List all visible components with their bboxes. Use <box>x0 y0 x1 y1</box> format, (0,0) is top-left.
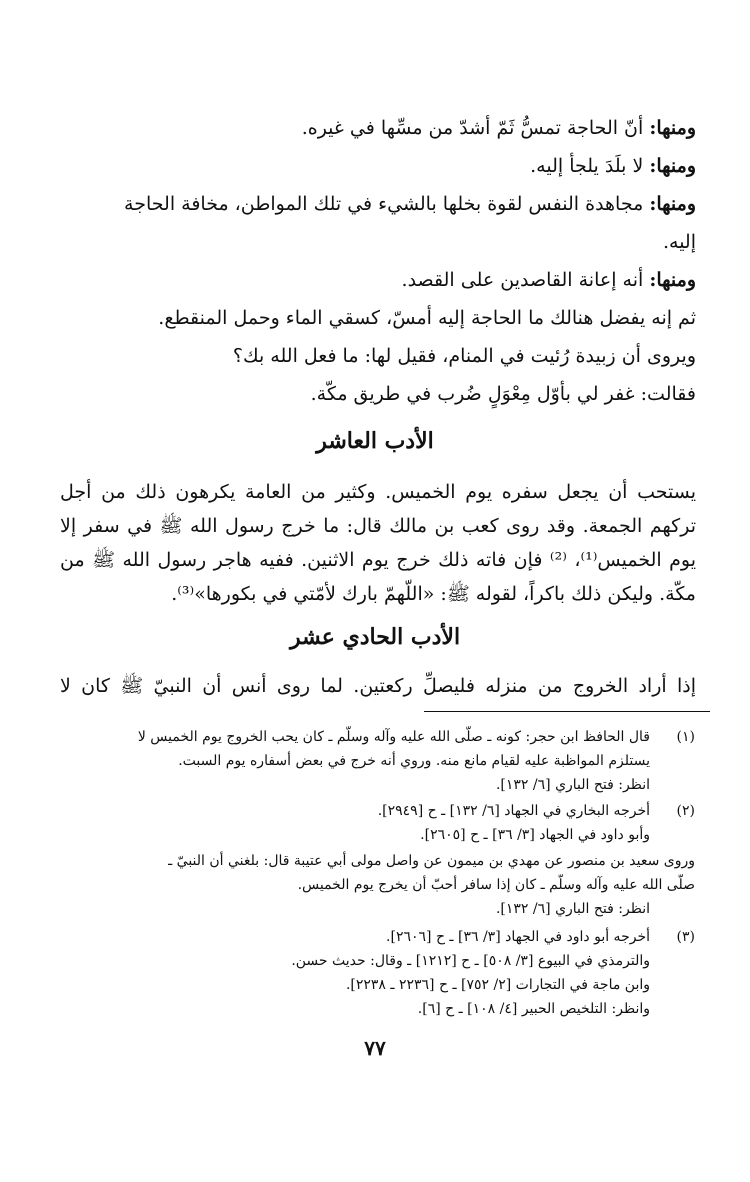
paragraph-line: مكّة. وليكن ذلك باكراً، لقوله ﷺ: «اللّهمّ بارك لأمّتي في بكورها»⁽³⁾. <box>171 583 696 605</box>
paragraph-line: يوم الخميس⁽¹⁾، ⁽²⁾ فإن فاته ذلك خرج يوم الاثنين. ففيه هاجر رسول الله ﷺ من <box>60 549 696 571</box>
paragraph-line: فقالت: غفر لي بأوّل مِعْوَلٍ ضُرب في طريق مكّة. <box>310 383 696 405</box>
paragraph-label: ومنها: <box>649 269 696 291</box>
footnote-number: (٢) <box>676 803 695 819</box>
footnote-line: انظر: فتح الباري [٦/ ١٣٢]. <box>495 901 650 917</box>
footnote-line: وروى سعيد بن منصور عن مهدي بن ميمون عن واصل مولى أبي عتيبة قال: بلغني أن النبيّ ـ <box>168 853 695 869</box>
paragraph-text: أنّ الحاجة تمسُّ ثَمّ أشدّ من مسِّها في غيره. <box>301 117 644 139</box>
footnote-line: صلّى الله عليه وآله وسلّم ـ كان إذا سافر أحبّ أن يخرج يوم الخميس. <box>297 877 695 893</box>
paragraph-label: ومنها: <box>649 117 696 139</box>
paragraph-line: إذا أراد الخروج من منزله فليصلِّ ركعتين. لما روى أنس أن النبيّ ﷺ كان لا <box>60 675 696 697</box>
paragraph-text: إليه. <box>662 231 696 253</box>
footnote-line: أخرجه أبو داود في الجهاد [٣/ ٣٦] ـ ح [٢٦٠٦]. <box>386 929 650 945</box>
paragraph-line: يستحب أن يجعل سفره يوم الخميس. وكثير من العامة يكرهون ذلك من أجل <box>60 481 696 503</box>
paragraph-text: مجاهدة النفس لقوة بخلها بالشيء في تلك المواطن، مخافة الحاجة <box>124 193 644 215</box>
paragraph-line: ويروى أن زبيدة رُئيت في المنام، فقيل لها: ما فعل الله بك؟ <box>232 345 696 367</box>
paragraph-line <box>60 112 696 144</box>
paragraph-line <box>60 226 696 258</box>
section-heading: الأدب العاشر <box>316 428 434 454</box>
footnote-line: انظر: فتح الباري [٦/ ١٣٢]. <box>495 777 650 793</box>
footnote-line: وأبو داود في الجهاد [٣/ ٣٦] ـ ح [٢٦٠٥]. <box>420 827 650 843</box>
paragraph-text: أنه إعانة القاصدين على القصد. <box>401 269 644 291</box>
section-heading: الأدب الحادي عشر <box>289 624 461 650</box>
footnote-line: والترمذي في البيوع [٣/ ٥٠٨] ـ ح [١٢١٢] ـ وقال: حديث حسن. <box>291 953 650 969</box>
paragraph-label: ومنها: <box>649 193 696 215</box>
footnote-number: (١) <box>676 729 695 745</box>
paragraph-text: لا بلَدَ يلجأ إليه. <box>530 155 644 177</box>
paragraph-line: ثم إنه يفضل هنالك ما الحاجة إليه أمسّ، كسقي الماء وحمل المنقطع. <box>158 307 696 329</box>
footnote-line: وانظر: التلخيص الحبير [٤/ ١٠٨] ـ ح [٦]. <box>417 1001 650 1017</box>
footnote-line: وابن ماجة في التجارات [٢/ ٧٥٢] ـ ح [٢٢٣٦ ـ ٢٢٣٨]. <box>345 977 650 993</box>
paragraph-line <box>60 264 696 296</box>
footnote-line: قال الحافظ ابن حجر: كونه ـ صلّى الله عليه وآله وسلّم ـ كان يحب الخروج يوم الخميس لا <box>137 729 650 745</box>
paragraph-label: ومنها: <box>649 155 696 177</box>
footnote-line: يستلزم المواظبة عليه لقيام مانع منه. وروي أنه خرج في بعض أسفاره يوم السبت. <box>178 753 650 769</box>
paragraph-line <box>60 150 696 182</box>
paragraph-line: تركهم الجمعة. وقد روى كعب بن مالك قال: ما خرج رسول الله ﷺ في سفر إلا <box>60 515 696 537</box>
footnote-line: أخرجه البخاري في الجهاد [٦/ ١٣٢] ـ ح [٢٩٤٩]. <box>377 803 650 819</box>
footnote-number: (٣) <box>676 929 695 945</box>
paragraph-line <box>60 188 696 220</box>
footnote-separator <box>424 711 710 712</box>
page-number: ٧٧ <box>364 1036 386 1060</box>
